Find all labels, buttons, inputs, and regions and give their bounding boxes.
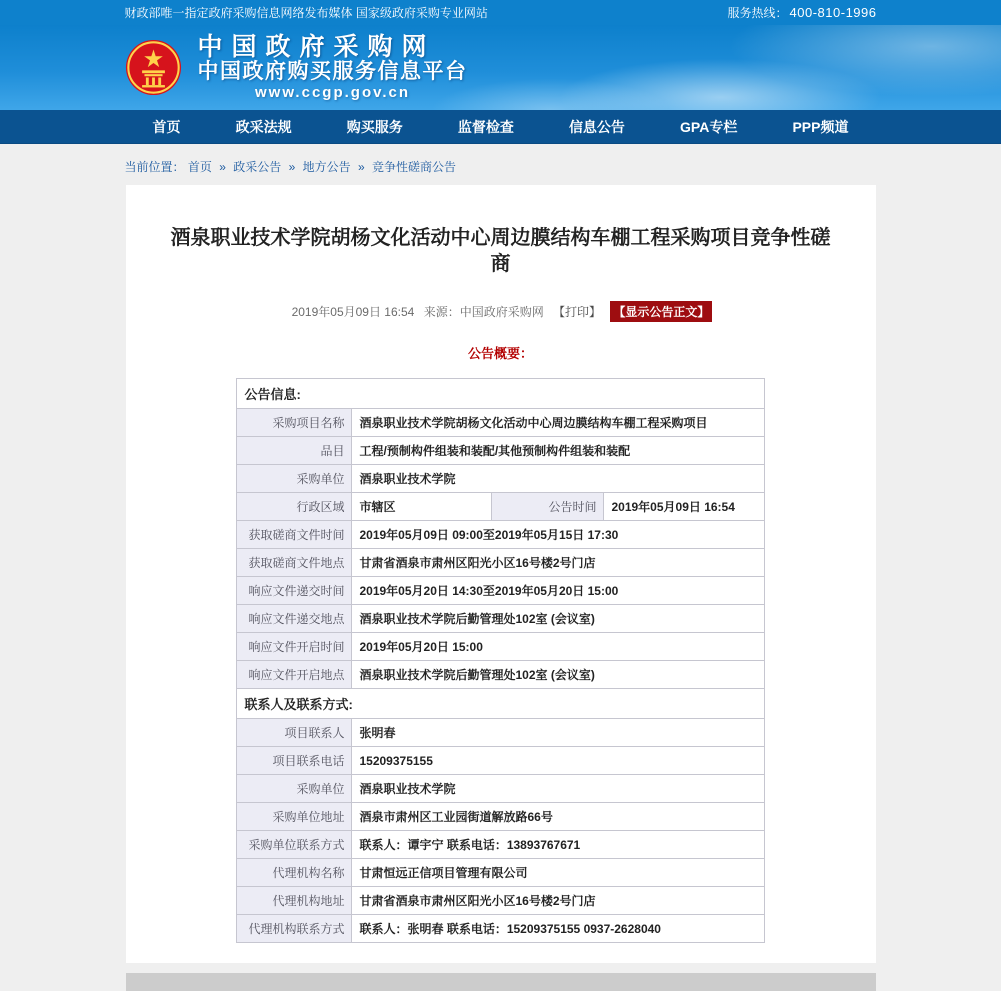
table-row-value: 酒泉职业技术学院后勤管理处102室 (会议室) — [352, 605, 764, 633]
publish-datetime: 2019年05月09日 16:54 — [291, 305, 415, 319]
table-row — [237, 549, 764, 577]
table-row-value: 酒泉职业技术学院胡杨文化活动中心周边膜结构车棚工程采购项目 — [352, 409, 764, 437]
table-row — [237, 577, 764, 605]
table-row — [237, 915, 764, 943]
table-row-label: 采购单位联系方式 — [237, 831, 352, 859]
topbar-slogan: 财政部唯一指定政府采购信息网络发布媒体 国家级政府采购专业网站 — [124, 6, 488, 20]
table-row-value: 酒泉职业技术学院 — [352, 775, 764, 803]
table-row-value: 酒泉职业技术学院后勤管理处102室 (会议室) — [352, 661, 764, 689]
article-meta — [126, 301, 876, 322]
table-row-label: 采购单位 — [237, 775, 352, 803]
table-row-label: 响应文件递交地点 — [237, 605, 352, 633]
site-url: www.ccgp.gov.cn — [254, 84, 411, 102]
article-panel — [126, 185, 876, 963]
nav-item-home[interactable]: 首页 — [152, 118, 181, 135]
table-row — [237, 409, 764, 437]
show-full-text-button[interactable]: 【显示公告正文】 — [610, 301, 712, 322]
table-row — [237, 747, 764, 775]
table-row — [237, 887, 764, 915]
table-row-value: 2019年05月09日 09:00至2019年05月15日 17:30 — [352, 521, 764, 549]
table-row-value: 2019年05月09日 16:54 — [604, 493, 764, 521]
table-row-value: 工程/预制构件组装和装配/其他预制构件组装和装配 — [352, 437, 764, 465]
table-row-label: 公告时间 — [492, 493, 604, 521]
section-title-announcement-info: 公告信息: — [237, 379, 764, 409]
nav-item-announcements[interactable]: 信息公告 — [568, 118, 625, 135]
nav-item-gpa[interactable]: GPA专栏 — [680, 118, 738, 135]
table-row — [237, 521, 764, 549]
announcement-info-table — [236, 378, 764, 943]
national-emblem-icon — [125, 39, 182, 96]
footer-bar — [126, 973, 876, 991]
table-row-value: 酒泉市肃州区工业园街道解放路66号 — [352, 803, 764, 831]
table-row-label: 行政区域 — [237, 493, 352, 521]
article-source: 来源：中国政府采购网 — [423, 305, 544, 319]
table-row — [237, 465, 764, 493]
site-masthead — [0, 25, 1001, 110]
breadcrumb-item-local-notices[interactable]: 地方公告 — [302, 160, 351, 174]
breadcrumb-separator: » — [219, 160, 226, 174]
site-logo-link[interactable] — [125, 34, 468, 101]
breadcrumb-item-home[interactable]: 首页 — [187, 160, 212, 174]
table-row — [237, 775, 764, 803]
table-row — [237, 719, 764, 747]
table-row-value: 张明春 — [352, 719, 764, 747]
site-subtitle: 中国政府购买服务信息平台 — [197, 60, 468, 84]
table-row-label: 代理机构名称 — [237, 859, 352, 887]
nav-item-purchase-services[interactable]: 购买服务 — [346, 118, 403, 135]
table-row-label: 采购单位 — [237, 465, 352, 493]
table-row-value: 2019年05月20日 14:30至2019年05月20日 15:00 — [352, 577, 764, 605]
table-row-value: 联系人：谭宇宁 联系电话：13893767671 — [352, 831, 764, 859]
site-title-block — [198, 34, 468, 101]
hotline-label: 服务热线： — [727, 6, 788, 20]
print-button[interactable]: 【打印】 — [553, 305, 602, 319]
table-row-value: 15209375155 — [352, 747, 764, 775]
hotline-number: 400-810-1996 — [789, 5, 877, 20]
table-row-region-time — [237, 493, 764, 521]
table-row — [237, 859, 764, 887]
breadcrumb-separator: » — [358, 160, 365, 174]
table-row-label: 采购单位地址 — [237, 803, 352, 831]
table-row-label: 项目联系电话 — [237, 747, 352, 775]
table-row-value: 甘肃省酒泉市肃州区阳光小区16号楼2号门店 — [352, 549, 764, 577]
nav-item-ppp[interactable]: PPP频道 — [792, 118, 849, 135]
table-row-value: 甘肃恒远正信项目管理有限公司 — [352, 859, 764, 887]
table-row — [237, 437, 764, 465]
table-row-label: 代理机构地址 — [237, 887, 352, 915]
breadcrumb — [125, 144, 877, 185]
table-row — [237, 803, 764, 831]
table-row-value: 酒泉职业技术学院 — [352, 465, 764, 493]
table-row-value: 联系人：张明春 联系电话：15209375155 0937-2628040 — [352, 915, 764, 943]
service-hotline — [728, 4, 877, 21]
table-row-label: 响应文件递交时间 — [237, 577, 352, 605]
main-nav — [0, 110, 1001, 144]
footer-gap — [0, 963, 1001, 973]
table-row-label: 采购项目名称 — [237, 409, 352, 437]
table-row-label: 获取磋商文件时间 — [237, 521, 352, 549]
table-row-label: 响应文件开启地点 — [237, 661, 352, 689]
breadcrumb-separator: » — [288, 160, 296, 174]
table-row — [237, 633, 764, 661]
table-row — [237, 661, 764, 689]
table-row-value: 市辖区 — [352, 493, 492, 521]
breadcrumb-item-procurement-notices[interactable]: 政采公告 — [233, 160, 282, 174]
table-row-label: 获取磋商文件地点 — [237, 549, 352, 577]
table-section-row — [237, 379, 764, 409]
table-section-row — [237, 689, 764, 719]
site-name: 中国政府采购网 — [197, 32, 436, 61]
table-row-label: 代理机构联系方式 — [237, 915, 352, 943]
table-row — [237, 831, 764, 859]
breadcrumb-prefix: 当前位置： — [124, 160, 185, 174]
summary-heading: 公告概要： — [467, 346, 533, 361]
page-title: 酒泉职业技术学院胡杨文化活动中心周边膜结构车棚工程采购项目竞争性磋商 — [170, 227, 831, 275]
table-row-label: 品目 — [237, 437, 352, 465]
table-row-label: 响应文件开启时间 — [237, 633, 352, 661]
nav-item-supervision[interactable]: 监督检查 — [457, 118, 514, 135]
table-row — [237, 605, 764, 633]
breadcrumb-item-competitive-consultation[interactable]: 竞争性磋商公告 — [372, 160, 457, 174]
table-row-value: 2019年05月20日 15:00 — [352, 633, 764, 661]
table-row-value: 甘肃省酒泉市肃州区阳光小区16号楼2号门店 — [352, 887, 764, 915]
section-title-contact-info: 联系人及联系方式: — [237, 689, 764, 719]
table-row-label: 项目联系人 — [237, 719, 352, 747]
nav-item-regulations[interactable]: 政采法规 — [235, 118, 292, 135]
top-service-bar — [0, 0, 1001, 25]
